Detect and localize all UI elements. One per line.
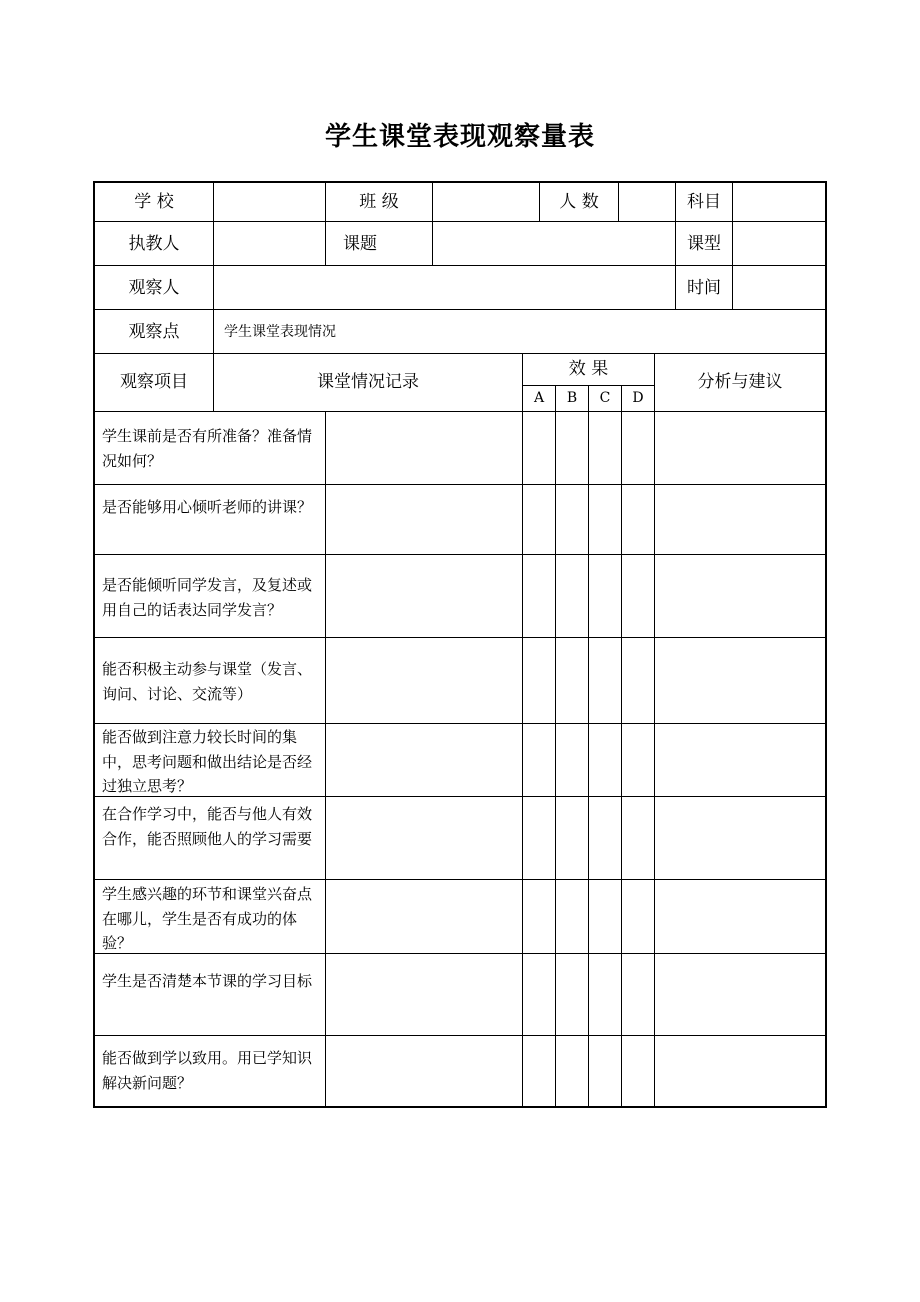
col-line (522, 411, 523, 1107)
grade-a-header: A (533, 390, 545, 406)
col-line (654, 411, 655, 1107)
row-line (93, 221, 827, 222)
teacher-label: 执教人 (128, 234, 180, 254)
grade-d-header: D (632, 390, 644, 406)
observation-form (93, 181, 827, 1108)
row-line (93, 353, 827, 354)
observation-item-7: 学生感兴趣的环节和课堂兴奋点在哪儿，学生是否有成功的体验？ (102, 885, 313, 952)
observation-item-9: 能否做到学以致用。用已学知识解决新问题？ (102, 1049, 313, 1092)
col-line (325, 411, 326, 1107)
grade-b-header: B (566, 390, 578, 406)
row-line (93, 637, 827, 638)
time-label: 时间 (687, 278, 721, 298)
count-label: 人 数 (559, 192, 599, 212)
col-line (588, 411, 589, 1107)
observation-item-2: 是否能够用心倾听老师的讲课？ (102, 498, 313, 516)
school-label: 学 校 (134, 192, 174, 212)
row-line (93, 309, 827, 310)
observation-item-3: 是否能倾听同学发言，及复述或用自己的话表达同学发言？ (102, 576, 313, 619)
border-right (825, 181, 827, 1108)
observation-item-8: 学生是否清楚本节课的学习目标 (102, 972, 313, 990)
observer-label: 观察人 (128, 278, 180, 298)
effect-column-header: 效 果 (568, 359, 609, 379)
row-line (93, 484, 827, 485)
col-line (555, 411, 556, 1107)
observation-item-4: 能否积极主动参与课堂（发言、询问、讨论、交流等） (102, 660, 313, 703)
page-title: 学生课堂表现观察量表 (324, 122, 595, 152)
class-label: 班 级 (359, 192, 399, 212)
focus-label: 观察点 (128, 322, 180, 342)
row-line (93, 265, 827, 266)
subject-label: 科目 (687, 192, 721, 212)
border-bottom (93, 1106, 827, 1108)
row-line (93, 723, 827, 724)
observation-item-1: 学生课前是否有所准备？准备情况如何？ (102, 427, 313, 470)
topic-label: 课题 (343, 234, 377, 254)
focus-value: 学生课堂表现情况 (224, 324, 336, 340)
observation-item-6: 在合作学习中，能否与他人有效合作，能否照顾他人的学习需要 (102, 805, 313, 848)
col-line (732, 181, 733, 309)
record-column-header: 课堂情况记录 (317, 372, 419, 392)
row-line (93, 411, 827, 412)
row-line (93, 554, 827, 555)
border-top (93, 181, 827, 183)
observation-item-5: 能否做到注意力较长时间的集中，思考问题和做出结论是否经过独立思考？ (102, 728, 313, 795)
analysis-column-header: 分析与建议 (697, 372, 783, 392)
col-line (621, 411, 622, 1107)
item-column-header: 观察项目 (120, 372, 188, 392)
lesson-type-label: 课型 (687, 234, 721, 254)
col-line (432, 181, 433, 265)
grade-c-header: C (599, 390, 611, 406)
col-line (618, 181, 619, 221)
row-line (93, 1035, 827, 1036)
row-line (93, 879, 827, 880)
